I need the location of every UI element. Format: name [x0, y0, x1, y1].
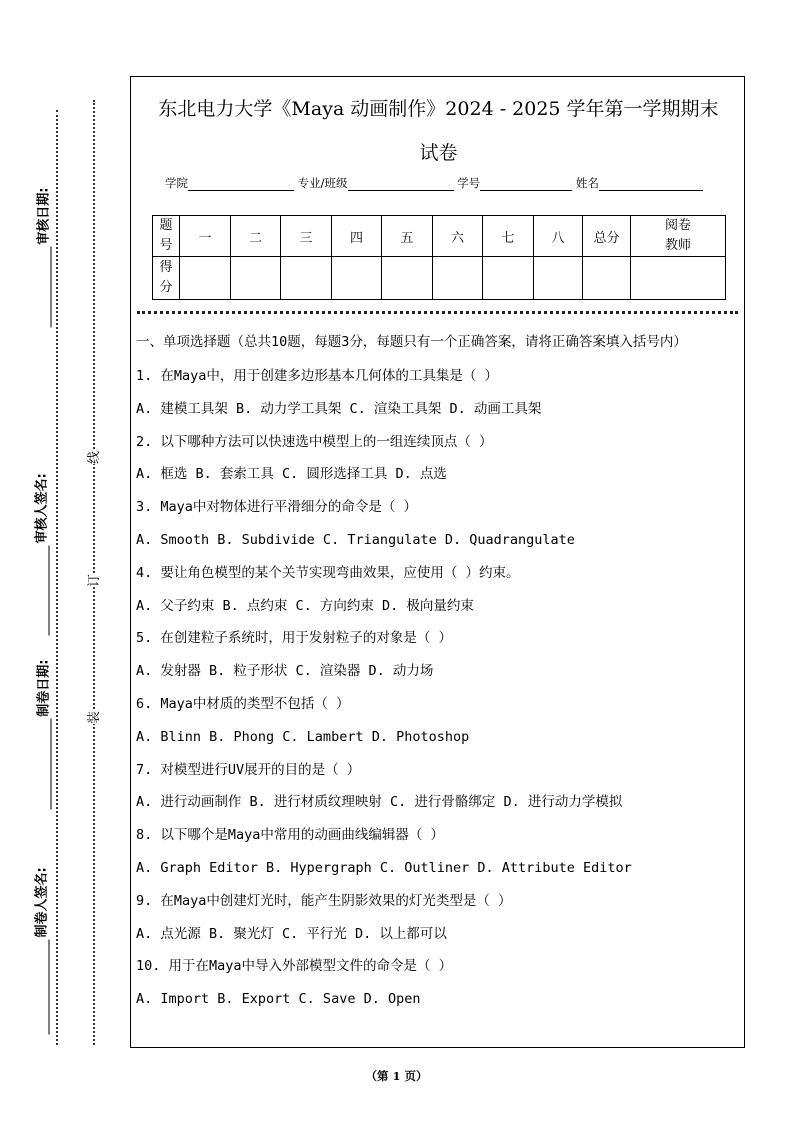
binding-char-ding: 订 — [81, 574, 104, 587]
question-text: 8. 以下哪个是Maya中常用的动画曲线编辑器（ ） — [136, 827, 445, 844]
reviewer-date-field — [33, 188, 52, 328]
col-header: 一 — [180, 216, 231, 257]
college-label: 学院 — [165, 176, 188, 190]
question-list — [136, 360, 741, 1016]
score-table-header-row — [153, 216, 726, 257]
score-cell[interactable] — [483, 257, 534, 300]
grader-header — [631, 216, 726, 257]
section-single-choice — [136, 330, 741, 1016]
reviewer-date-label: 审核日期: — [36, 187, 52, 245]
answer-options: A. Import B. Export C. Save D. Open — [136, 991, 421, 1008]
answer-options: A. 父子约束 B. 点约束 C. 方向约束 D. 极向量约束 — [136, 597, 474, 614]
score-cell[interactable] — [180, 257, 231, 300]
maker-date-label: 制卷日期: — [36, 659, 52, 717]
answer-options: A. Graph Editor B. Hypergraph C. Outliner D. Attribute Editor — [136, 859, 632, 876]
question-text: 1. 在Maya中，用于创建多边形基本几何体的工具集是（ ） — [136, 368, 499, 384]
question-text: 6. Maya中材质的类型不包括（ ） — [136, 695, 350, 712]
reviewer-date-blank[interactable] — [39, 247, 52, 328]
score-table — [152, 215, 726, 300]
col-header: 七 — [483, 216, 534, 257]
answer-options: A. 进行动画制作 B. 进行材质纹理映射 C. 进行骨骼绑定 D. 进行动力学模拟 — [136, 794, 623, 811]
answer-options: A. 发射器 B. 粒子形状 C. 渲染器 D. 动力场 — [136, 663, 434, 680]
score-cell[interactable] — [231, 257, 281, 300]
question-text: 10. 用于在Maya中导入外部模型文件的命令是（ ） — [136, 958, 453, 975]
score-cell[interactable] — [433, 257, 483, 300]
score-char: 分 — [159, 280, 173, 295]
grader-cell[interactable] — [631, 257, 726, 300]
exam-title — [131, 87, 746, 175]
score-cell-total[interactable] — [583, 257, 631, 300]
dotted-divider — [137, 311, 738, 314]
col-header: 三 — [281, 216, 332, 257]
name-blank[interactable] — [599, 179, 703, 191]
col-header: 八 — [534, 216, 583, 257]
question-text: 2. 以下哪种方法可以快速选中模型上的一组连续顶点（ ） — [136, 433, 493, 450]
major-class-blank[interactable] — [348, 179, 454, 191]
score-table-score-row — [153, 257, 726, 300]
answer-options: A. 框选 B. 套索工具 C. 圆形选择工具 D. 点选 — [136, 466, 447, 483]
score-char: 得 — [159, 260, 173, 275]
answer-options: A. 点光源 B. 聚光灯 C. 平行光 D. 以上都可以 — [136, 925, 447, 942]
student-info-row — [165, 175, 703, 191]
question-text: 5. 在创建粒子系统时，用于发射粒子的对象是（ ） — [136, 630, 453, 647]
maker-date-field — [33, 660, 52, 810]
student-id-label: 学号 — [457, 176, 481, 190]
col-header: 四 — [332, 216, 382, 257]
student-id-blank[interactable] — [480, 179, 572, 191]
question-text: 9. 在Maya中创建灯光时，能产生阴影效果的灯光类型是（ ） — [136, 892, 512, 909]
grader-char: 阅卷 — [664, 218, 691, 233]
score-cell[interactable] — [332, 257, 382, 300]
score-cell[interactable] — [281, 257, 332, 300]
binding-dotted-line-inner — [93, 100, 95, 1045]
question-text: 7. 对模型进行UV展开的目的是（ ） — [136, 761, 361, 778]
exam-frame — [130, 76, 745, 1048]
name-label: 姓名 — [575, 176, 599, 190]
major-class-label: 专业/班级 — [297, 176, 348, 190]
question-text: 4. 要让角色模型的某个关节实现弯曲效果，应使用（ ）约束。 — [136, 564, 520, 581]
binding-char-xian: 线 — [81, 451, 104, 464]
score-cell[interactable] — [534, 257, 583, 300]
maker-sign-label: 制卷人签名: — [34, 867, 50, 938]
col-header: 六 — [433, 216, 483, 257]
answer-options: A. Blinn B. Phong C. Lambert D. Photoshop — [136, 728, 470, 745]
maker-sign-field — [31, 855, 50, 1035]
col-header: 五 — [382, 216, 433, 257]
answer-options: A. Smooth B. Subdivide C. Triangulate D. Quadrangulate — [136, 531, 575, 548]
maker-date-blank[interactable] — [39, 719, 52, 810]
college-blank[interactable] — [188, 179, 294, 191]
score-row-header — [153, 257, 180, 300]
answer-options: A. 建模工具架 B. 动力学工具架 C. 渲染工具架 D. 动画工具架 — [136, 400, 542, 417]
header-char: 题 — [159, 218, 173, 233]
reviewer-sign-label: 审核人签名: — [34, 473, 50, 544]
header-char: 号 — [159, 238, 173, 253]
question-number-header — [153, 216, 180, 257]
reviewer-sign-blank[interactable] — [37, 546, 50, 636]
exam-title-line2: 试卷 — [419, 142, 458, 164]
grader-char: 教师 — [664, 238, 691, 253]
page-number: （第 1 页） — [365, 1069, 428, 1083]
col-header-total: 总分 — [583, 216, 631, 257]
section-heading: 一、单项选择题（总共10题，每题3分，每题只有一个正确答案，请将正确答案填入括号内） — [136, 334, 687, 350]
binding-char-zhuang: 装 — [81, 711, 104, 724]
col-header: 二 — [231, 216, 281, 257]
binding-dotted-line-outer — [56, 110, 58, 1045]
exam-title-line1: 东北电力大学《Maya 动画制作》2024 - 2025 学年第一学期期末 — [158, 98, 719, 120]
maker-sign-blank[interactable] — [37, 940, 50, 1035]
reviewer-sign-field — [31, 466, 50, 636]
score-cell[interactable] — [382, 257, 433, 300]
question-text: 3. Maya中对物体进行平滑细分的命令是（ ） — [136, 499, 418, 516]
